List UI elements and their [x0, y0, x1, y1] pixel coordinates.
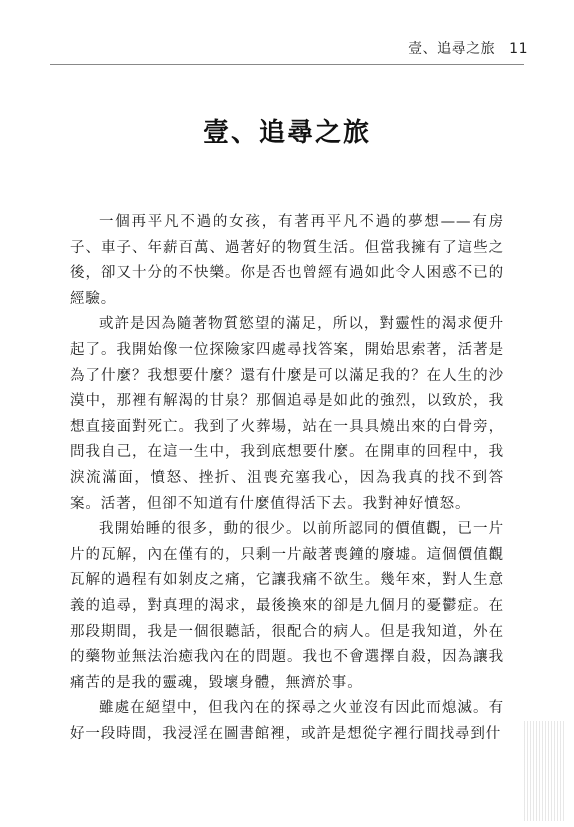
paragraph-2: 或許是因為隨著物質慾望的滿足，所以，對靈性的渴求便升起了。我開始像一位探險家四處尋找答案，開始思索著，活著是為了什麼？我想要什麼？還有什麼是可以滿足我的？在人生的沙漠中，那裡有解渴的甘泉？那個追尋是如此的強烈，以致於，我想直接面對死亡。我到了火葬場，站在一具具燒出來的白骨旁，問我自己，在這一生中，我到底想要什麼。在開車的回程中，我淚流滿面，憤怒、挫折、沮喪充塞我心，因為我真的找不到答案。活著，但卻不知道有什麼值得活下去。我對神好憤怒。 — [70, 316, 504, 512]
header-rule — [50, 64, 524, 65]
page-edge-texture — [524, 721, 564, 821]
paragraph-1: 一個再平凡不過的女孩，有著再平凡不過的夢想——有房子、車子、年薪百萬、過著好的物質生活。但當我擁有了這些之後，卻又十分的不快樂。你是否也曾經有過如此令人困惑不已的經驗。 — [70, 214, 504, 307]
running-head — [408, 38, 528, 58]
running-head-title: 壹、追尋之旅 — [408, 41, 496, 57]
paragraph-3: 我開始睡的很多，動的很少。以前所認同的價值觀，已一片片的瓦解，內在僅有的，只剩一片敲著喪鐘的廢墟。這個價值觀瓦解的過程有如剝皮之痛，它讓我痛不欲生。幾年來，對人生意義的追尋，對真理的渴求，最後換來的卻是九個月的憂鬱症。在那段期間，我是一個很聽話，很配合的病人。但是我知道，外在的藥物並無法治癒我內在的問題。我也不會選擇自殺，因為讓我痛苦的是我的靈魂，毀壞身體，無濟於事。 — [70, 521, 504, 691]
chapter-title: 壹、追尋之旅 — [202, 118, 371, 148]
paragraph-4: 雖處在絕望中，但我內在的探尋之火並沒有因此而熄滅。有好一段時間，我浸淫在圖書館裡，或許是想從字裡行間找尋到什 — [70, 700, 504, 742]
body-text — [70, 210, 504, 747]
page-number: 11 — [509, 41, 528, 57]
